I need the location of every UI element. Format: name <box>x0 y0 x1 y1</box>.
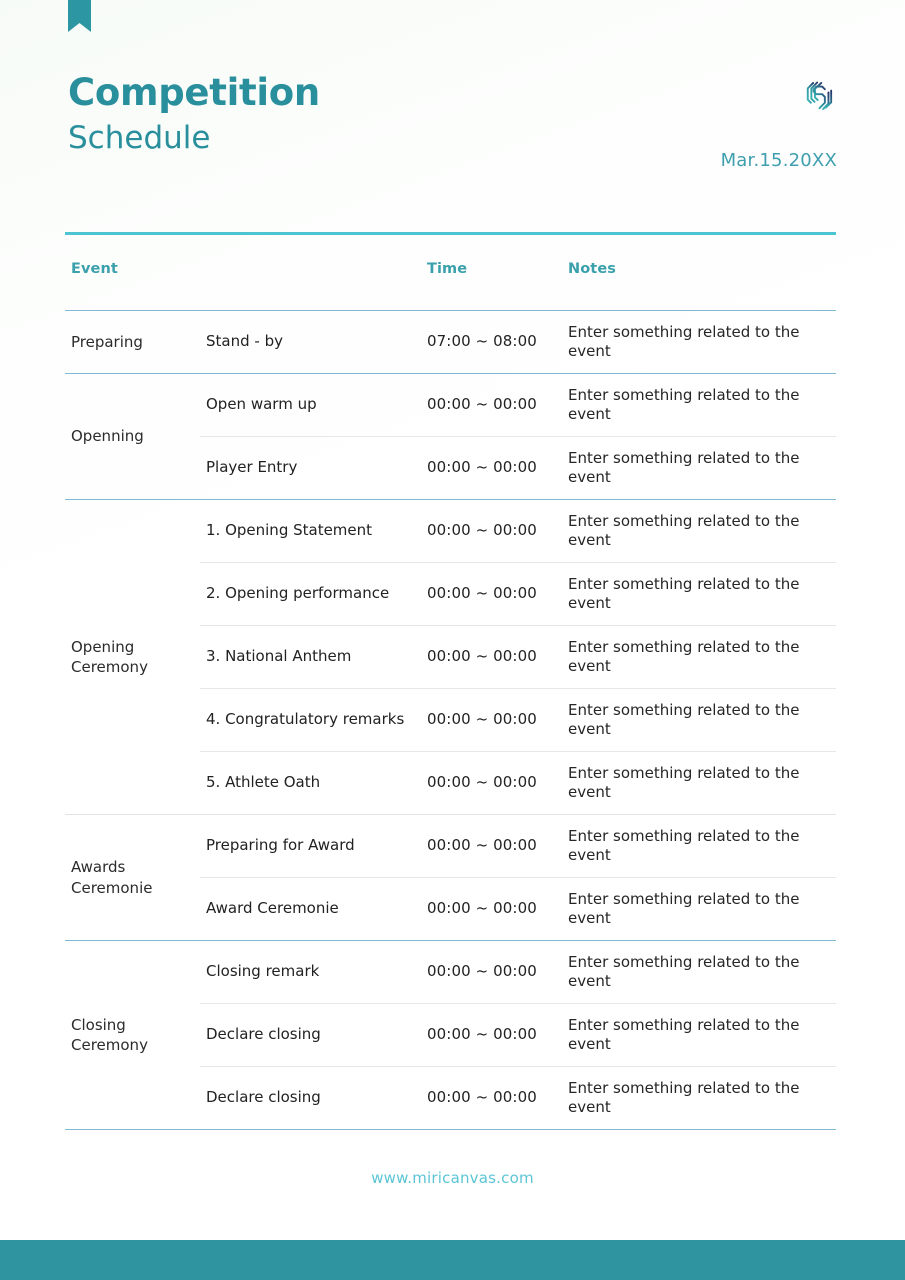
group-rows <box>200 941 836 1129</box>
page-subtitle: Schedule <box>68 119 211 156</box>
title-block <box>68 71 320 156</box>
cell-event-item: Stand - by <box>206 332 283 351</box>
cell-notes: Enter something related to the event <box>568 763 800 801</box>
cell-event-item: 4. Congratulatory remarks <box>206 710 405 729</box>
cell-event-item: Declare closing <box>206 1025 321 1044</box>
table-row <box>200 878 836 940</box>
cell-time: 00:00 ~ 00:00 <box>427 395 537 414</box>
cell-event-item: Preparing for Award <box>206 836 355 855</box>
table-header-row <box>65 235 836 311</box>
octagon-s-monogram-logo-icon <box>801 78 837 114</box>
table-group <box>65 500 836 815</box>
cell-event-item: 3. National Anthem <box>206 647 352 666</box>
cell-time: 07:00 ~ 08:00 <box>427 332 537 351</box>
cell-time: 00:00 ~ 00:00 <box>427 962 537 981</box>
cell-time: 00:00 ~ 00:00 <box>427 521 537 540</box>
table-row <box>200 1067 836 1129</box>
table-row <box>200 689 836 752</box>
group-label: Preparing <box>71 332 143 351</box>
cell-notes: Enter something related to the event <box>568 574 800 612</box>
cell-notes: Enter something related to the event <box>568 1078 800 1116</box>
cell-notes: Enter something related to the event <box>568 889 800 927</box>
cell-time: 00:00 ~ 00:00 <box>427 1088 537 1107</box>
page-title: Competition <box>68 71 320 114</box>
cell-event-item: 5. Athlete Oath <box>206 773 321 792</box>
group-rows <box>200 500 836 814</box>
group-rows <box>200 815 836 940</box>
group-label: Closing Ceremony <box>71 1015 148 1054</box>
table-row <box>200 563 836 626</box>
cell-time: 00:00 ~ 00:00 <box>427 836 537 855</box>
table-row <box>200 374 836 437</box>
cell-event-item: Open warm up <box>206 395 317 414</box>
cell-notes: Enter something related to the event <box>568 322 800 360</box>
table-row <box>200 815 836 878</box>
cell-time: 00:00 ~ 00:00 <box>427 584 537 603</box>
schedule-table <box>65 232 836 1130</box>
cell-event-item: Award Ceremonie <box>206 899 339 918</box>
group-label: Opening Ceremony <box>71 637 148 676</box>
table-row <box>200 437 836 499</box>
table-group <box>65 374 836 500</box>
column-header-notes: Notes <box>568 261 616 277</box>
group-rows <box>200 311 836 373</box>
table-row <box>200 311 836 373</box>
cell-time: 00:00 ~ 00:00 <box>427 458 537 477</box>
cell-event-item: 1. Opening Statement <box>206 521 373 540</box>
table-row <box>200 500 836 563</box>
bookmark-ribbon-icon <box>68 0 91 32</box>
table-row <box>200 752 836 814</box>
column-header-event: Event <box>71 261 118 277</box>
column-header-time: Time <box>427 261 468 277</box>
cell-notes: Enter something related to the event <box>568 448 800 486</box>
cell-time: 00:00 ~ 00:00 <box>427 710 537 729</box>
cell-notes: Enter something related to the event <box>568 952 800 990</box>
footer-website-link[interactable]: www.miricanvas.com <box>371 1169 534 1187</box>
group-label: Awards Ceremonie <box>71 858 153 897</box>
table-row <box>200 941 836 1004</box>
table-group <box>65 815 836 941</box>
table-body <box>65 311 836 1130</box>
table-row <box>200 1004 836 1067</box>
cell-time: 00:00 ~ 00:00 <box>427 773 537 792</box>
page-header <box>68 71 837 184</box>
bottom-accent-bar <box>0 1240 905 1280</box>
cell-time: 00:00 ~ 00:00 <box>427 1025 537 1044</box>
group-label: Openning <box>71 427 144 446</box>
cell-notes: Enter something related to the event <box>568 637 800 675</box>
cell-notes: Enter something related to the event <box>568 385 800 423</box>
cell-time: 00:00 ~ 00:00 <box>427 899 537 918</box>
cell-notes: Enter something related to the event <box>568 700 800 738</box>
cell-time: 00:00 ~ 00:00 <box>427 647 537 666</box>
group-rows <box>200 374 836 499</box>
cell-notes: Enter something related to the event <box>568 826 800 864</box>
table-row <box>200 626 836 689</box>
cell-event-item: Player Entry <box>206 458 298 477</box>
document-date: Mar.15.20XX <box>720 150 837 171</box>
cell-notes: Enter something related to the event <box>568 1015 800 1053</box>
cell-event-item: Declare closing <box>206 1088 321 1107</box>
table-group <box>65 311 836 374</box>
cell-notes: Enter something related to the event <box>568 511 800 549</box>
cell-event-item: Closing remark <box>206 962 320 981</box>
table-group <box>65 941 836 1130</box>
cell-event-item: 2. Opening performance <box>206 584 390 603</box>
